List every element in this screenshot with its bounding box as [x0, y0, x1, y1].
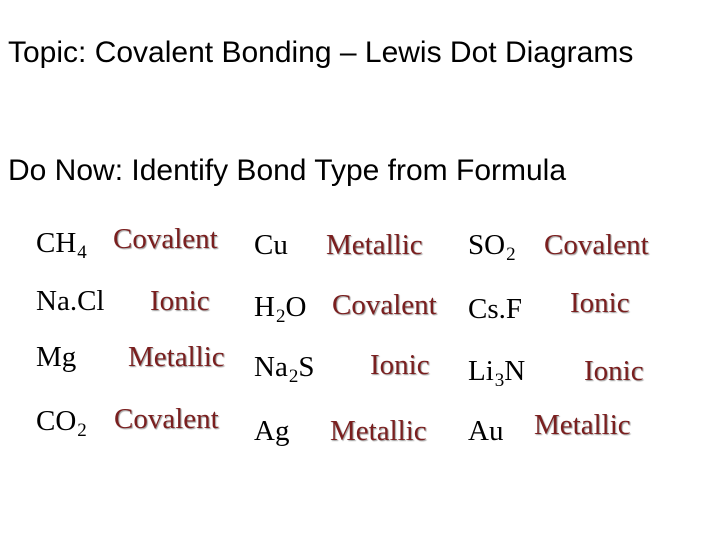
formula-base: SO: [468, 229, 506, 261]
formula-au: [468, 414, 504, 452]
answer-li3n: Ionic: [584, 355, 644, 387]
formula-subscript: 4: [77, 242, 87, 263]
formula-ag: [254, 414, 290, 452]
answer-so2: Covalent: [544, 229, 649, 261]
formula-li3n: [468, 354, 525, 392]
formula-h2o: [254, 290, 306, 328]
slide-title: Topic: Covalent Bonding – Lewis Dot Diagrams: [8, 36, 634, 69]
formula-base: CH: [36, 227, 77, 259]
answer-co2: Covalent: [114, 403, 219, 435]
formula-subscript: 2: [288, 366, 299, 387]
answer-na2s: Ionic: [370, 349, 430, 381]
formula-tail: S: [298, 351, 315, 383]
answer-ag: Metallic: [330, 415, 427, 447]
formula-subscript: 2: [275, 306, 286, 327]
formula-base: Na: [254, 351, 288, 383]
formula-base: Mg: [36, 341, 77, 373]
formula-na2s: [254, 350, 314, 388]
formula-base: Ag: [254, 415, 290, 447]
answer-csf: Ionic: [570, 287, 630, 319]
formula-mg: [36, 340, 77, 378]
formula-base: Cu: [254, 229, 288, 261]
answer-h2o: Covalent: [332, 289, 437, 321]
answer-mg: Metallic: [128, 341, 225, 373]
formula-base: H: [254, 291, 275, 323]
formula-subscript: 2: [77, 420, 87, 441]
formula-subscript: 2: [506, 244, 516, 265]
formula-so2: [468, 228, 516, 266]
formula-base: Au: [468, 415, 504, 447]
formula-csf: [468, 292, 523, 330]
formula-tail: N: [504, 355, 526, 387]
answer-cu: Metallic: [326, 229, 423, 261]
formula-tail: O: [285, 291, 307, 323]
answer-ch4: Covalent: [113, 223, 218, 255]
formula-co2: [36, 404, 87, 442]
formula-ch4: [36, 226, 87, 264]
formula-nacl: [36, 284, 105, 322]
answer-nacl: Ionic: [150, 285, 210, 317]
do-now-heading: Do Now: Identify Bond Type from Formula: [8, 154, 567, 187]
formula-base: CO: [36, 405, 77, 437]
formula-base: Na.Cl: [36, 285, 105, 317]
formula-subscript: 3: [494, 370, 505, 391]
formula-base: Cs.F: [468, 293, 523, 325]
formula-base: Li: [468, 355, 494, 387]
answer-au: Metallic: [534, 409, 631, 441]
formula-cu: [254, 228, 289, 266]
